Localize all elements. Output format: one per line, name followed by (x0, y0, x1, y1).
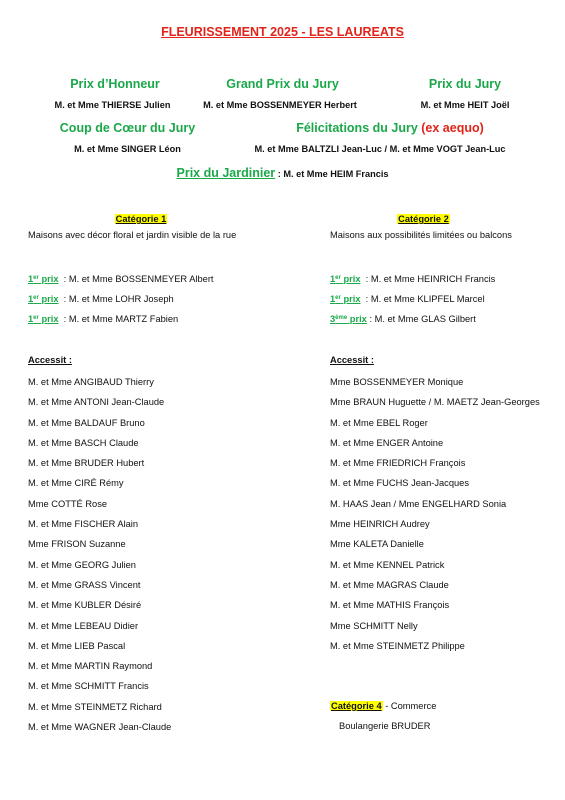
cat1-accessit-item: M. et Mme SCHMITT Francis (28, 681, 149, 692)
cat1-accessit-item: M. et Mme WAGNER Jean-Claude (28, 722, 172, 733)
award-prix-honneur-winner: M. et Mme THIERSE Julien (54, 100, 171, 110)
cat1-prize-2: 1er prix : M. et Mme LOHR Joseph (28, 294, 174, 304)
cat1-accessit-heading: Accessit : (28, 355, 72, 365)
cat4-suffix: - Commerce (382, 701, 437, 711)
cat2-description: Maisons aux possibilités limitées ou balcons (330, 230, 512, 240)
cat4-entry: Boulangerie BRUDER (339, 721, 431, 731)
cat1-accessit-item: Mme COTTÉ Rose (28, 498, 108, 509)
cat2-accessit-item: M. et Mme MATHIS François (330, 600, 450, 611)
cat2-accessit-item: Mme SCHMITT Nelly (330, 620, 418, 631)
cat2-accessit-item: M. et Mme EBEL Roger (330, 417, 428, 428)
cat4-heading: Catégorie 4 (331, 701, 382, 711)
award-coup-coeur-winner: M. et Mme SINGER Léon (74, 144, 181, 154)
cat1-accessit-item: M. et Mme CIRÉ Rémy (28, 478, 124, 489)
cat1-prize-3: 1er prix : M. et Mme MARTZ Fabien (28, 314, 179, 324)
cat1-accessit-item: M. et Mme GEORG Julien (28, 559, 136, 570)
cat1-accessit-item: M. et Mme BRUDER Hubert (28, 458, 145, 469)
cat1-accessit-item: M. et Mme LEBEAU Didier (28, 620, 139, 631)
cat2-accessit-item: M. et Mme FRIEDRICH François (330, 458, 466, 469)
cat1-accessit-item: M. et Mme FISCHER Alain (28, 519, 139, 530)
award-coup-coeur-label: Coup de Cœur du Jury (59, 121, 196, 135)
cat2-prize-1: 1er prix : M. et Mme HEINRICH Francis (330, 274, 496, 284)
cat1-accessit-item: M. et Mme BALDAUF Bruno (28, 417, 145, 428)
award-felicitations-label (270, 121, 510, 135)
award-prix-jardinier-winner: : M. et Mme HEIM Francis (275, 169, 389, 179)
award-prix-jury-winner: M. et Mme HEIT Joël (420, 100, 510, 110)
cat2-accessit-item: M. et Mme STEINMETZ Philippe (330, 640, 465, 651)
cat1-accessit-list (28, 376, 171, 741)
award-felicitations-suffix: (ex aequo) (421, 121, 484, 135)
cat1-accessit-item: M. et Mme ANGIBAUD Thierry (28, 377, 154, 387)
cat1-accessit-item: M. et Mme LIEB Pascal (28, 640, 126, 651)
cat1-heading-wrap (0, 209, 282, 227)
cat2-accessit-item: M. et Mme FUCHS Jean-Jacques (330, 478, 469, 489)
cat2-accessit-item: Mme BRAUN Huguette / M. MAETZ Jean-Georges (330, 397, 540, 408)
award-prix-jury-label: Prix du Jury (428, 77, 502, 91)
page-title: FLEURISSEMENT 2025 - LES LAUREATS (161, 25, 404, 39)
cat1-description: Maisons avec décor floral et jardin visible de la rue (28, 230, 237, 240)
cat1-accessit-item: Mme FRISON Suzanne (28, 539, 126, 550)
cat1-accessit-item: M. et Mme BASCH Claude (28, 437, 139, 448)
cat2-prize-2: 1er prix : M. et Mme KLIPFEL Marcel (330, 294, 485, 304)
cat2-accessit-item: M. HAAS Jean / Mme ENGELHARD Sonia (330, 498, 507, 509)
award-felicitations-winner: M. et Mme BALTZLI Jean-Luc / M. et Mme VOGT Jean-Luc (254, 144, 506, 154)
cat2-accessit-heading: Accessit : (330, 355, 374, 365)
award-prix-jardinier (0, 164, 565, 182)
cat2-accessit-item: M. et Mme KENNEL Patrick (330, 559, 445, 570)
cat1-heading: Catégorie 1 (115, 214, 167, 224)
cat1-accessit-item: M. et Mme KUBLER Désiré (28, 600, 142, 611)
cat2-accessit-item: M. et Mme MAGRAS Claude (330, 579, 449, 590)
award-felicitations-title: Félicitations du Jury (296, 121, 418, 135)
award-prix-honneur-label: Prix d’Honneur (70, 77, 160, 91)
cat2-accessit-item: Mme KALETA Danielle (330, 539, 424, 550)
cat1-accessit-item: M. et Mme ANTONI Jean-Claude (28, 397, 165, 408)
cat2-heading: Catégorie 2 (398, 214, 449, 224)
cat2-accessit-item: Mme BOSSENMEYER Monique (330, 377, 464, 387)
cat2-accessit-list (330, 376, 540, 660)
cat2-accessit-item: M. et Mme ENGER Antoine (330, 437, 444, 448)
cat1-prize-1: 1er prix : M. et Mme BOSSENMEYER Albert (28, 274, 214, 284)
cat1-accessit-item: M. et Mme STEINMETZ Richard (28, 701, 162, 712)
cat1-accessit-item: M. et Mme MARTIN Raymond (28, 661, 153, 672)
cat2-accessit-item: Mme HEINRICH Audrey (330, 519, 430, 530)
cat4-heading-line (330, 701, 436, 711)
award-prix-jardinier-label: Prix du Jardinier (176, 166, 276, 180)
cat2-heading-wrap (282, 209, 565, 227)
cat1-accessit-item: M. et Mme GRASS Vincent (28, 579, 141, 590)
cat2-prize-3: 3ème prix : M. et Mme GLAS Gilbert (330, 314, 476, 324)
award-grand-prix-winner: M. et Mme BOSSENMEYER Herbert (203, 100, 357, 110)
award-grand-prix-label: Grand Prix du Jury (226, 77, 339, 91)
